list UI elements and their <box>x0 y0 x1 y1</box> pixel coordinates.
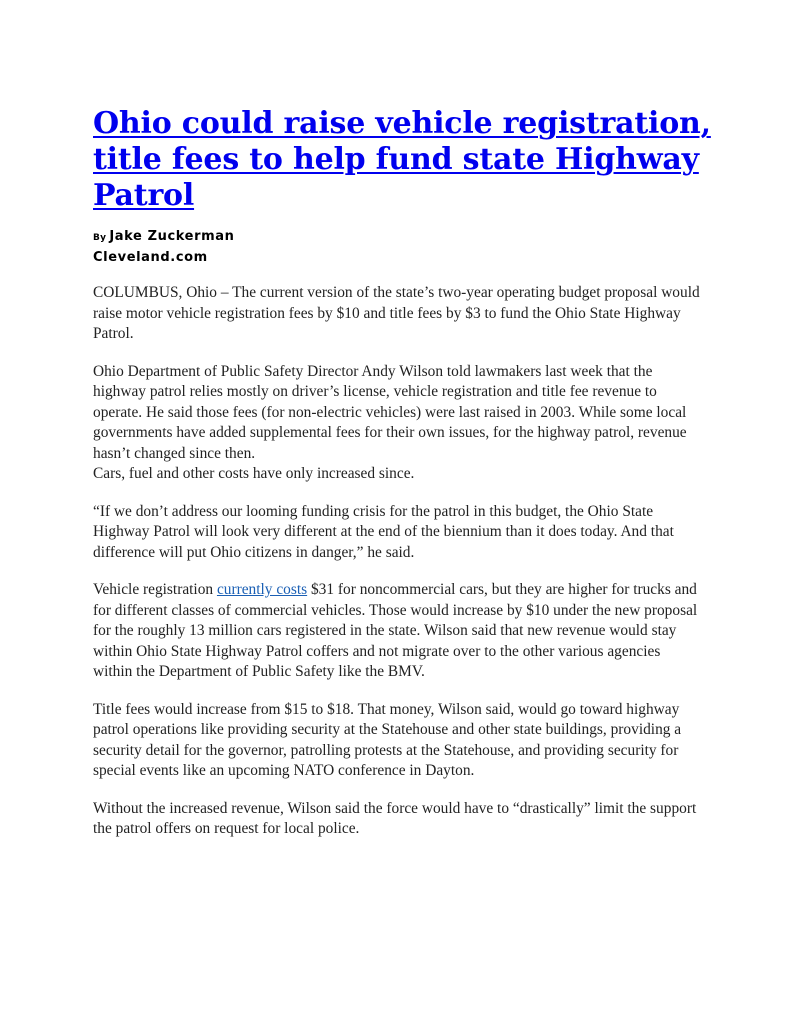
paragraph-1: COLUMBUS, Ohio – The current version of the state’s two-year operating budget proposal would raise motor vehicle registration fees by $10 and title fees by $3 to fund the Ohio State Highway Patrol. <box>93 284 700 342</box>
paragraph-3: “If we don’t address our looming funding crisis for the patrol in this budget, the Ohio State Highway Patrol will look very different at the end of the biennium than it does today. And that difference will put Ohio citizens in danger,” he said. <box>93 502 674 561</box>
paragraph-5: Title fees would increase from $15 to $18. That money, Wilson said, would go toward highway patrol operations like providing security at the Statehouse and other state buildings, providing a security detail for the governor, patrolling protests at the Statehouse, and providing security for special events like an upcoming NATO conference in Dayton. <box>93 700 682 779</box>
publication-name: Cleveland.com <box>93 250 208 265</box>
paragraph-2-followup: Cars, fuel and other costs have only increased since. <box>93 465 415 482</box>
paragraph-4-lead: Vehicle registration <box>93 581 217 598</box>
paragraph-4-rest: $31 for noncommercial cars, but they are higher for trucks and for different classes of commercial vehicles. Those would increase by $10 under the new proposal for the roughly 13 million cars registered in the state. Wilson said that new revenue would stay within Ohio State Highway Patrol coffers and not migrate over to the other various agencies within the Department of Public Safety like the BMV. <box>93 581 698 680</box>
paragraph-2-text: Ohio Department of Public Safety Director Andy Wilson told lawmakers last week that the highway patrol relies mostly on driver’s license, vehicle registration and title fee revenue to operate. He said those fees (for non-electric vehicles) were last raised in 2003. While some local governments have added supplemental fees for their own issues, for the highway patrol, revenue hasn’t changed since then. <box>93 362 687 462</box>
article-headline <box>93 106 713 214</box>
author-name: Jake Zuckerman <box>109 229 235 244</box>
byline <box>93 227 234 267</box>
paragraph-6: Without the increased revenue, Wilson said the force would have to “drastically” limit the support the patrol offers on request for local police. <box>93 799 697 837</box>
paragraph-4 <box>93 580 703 683</box>
currently-costs-link[interactable]: currently costs <box>216 581 308 598</box>
paragraph-2 <box>93 362 703 485</box>
headline-link[interactable]: Ohio could raise vehicle registration, title fees to help fund state Highway Patrol <box>93 106 711 213</box>
author-line <box>93 227 234 248</box>
article-body <box>93 283 703 857</box>
byline-prefix: By <box>93 233 107 243</box>
